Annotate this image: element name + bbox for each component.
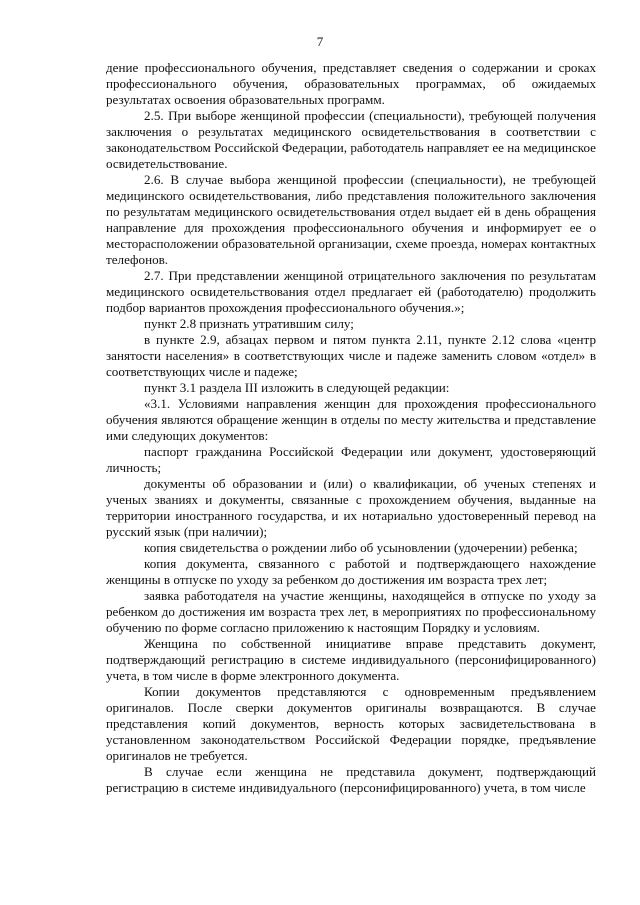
paragraph: Копии документов представляются с одновременным предъявлением оригиналов. После сверки документов оригиналы возвращаются. В случае представления копий документов, верность которых засвидетельствована в установленном законодательством Российской Федерации порядке, предъявление оригиналов не требуется.: [106, 684, 596, 763]
paragraph: документы об образовании и (или) о квалификации, об ученых степенях и ученых званиях и документы, связанные с прохождением обучения, выданные на территории иностранного государства, и их нотариально удостоверенный перевод на русский язык (при наличии);: [106, 476, 596, 539]
paragraph: Женщина по собственной инициативе вправе представить документ, подтверждающий регистрацию в системе индивидуального (персонифицированного) учета, в том числе в форме электронного документа.: [106, 636, 596, 683]
paragraph: 2.7. При представлении женщиной отрицательного заключения по результатам медицинского освидетельствования отдел предлагает ей (работодателю) продолжить подбор вариантов прохождения профессионального обучения.»;: [106, 268, 596, 315]
paragraph: заявка работодателя на участие женщины, находящейся в отпуске по уходу за ребенком до достижения им возраста трех лет, в мероприятиях по профессиональному обучению по форме согласно приложению к настоящим Порядку и условиям.: [106, 588, 596, 635]
paragraph: дение профессионального обучения, представляет сведения о содержании и сроках профессионального обучения, образовательных программах, об ожидаемых результатах освоения образовательных программ.: [106, 60, 596, 107]
paragraph: копия свидетельства о рождении либо об усыновлении (удочерении) ребенка;: [144, 540, 578, 555]
document-body: [106, 60, 596, 796]
paragraph: В случае если женщина не представила документ, подтверждающий регистрацию в системе индивидуального (персонифицированного) учета, в том числе: [106, 764, 596, 795]
paragraph: пункт 3.1 раздела III изложить в следующей редакции:: [144, 380, 450, 395]
paragraph: 2.6. В случае выбора женщиной профессии (специальности), не требующей медицинского освидетельствования, либо представления положительного заключения по результатам медицинского освидетельствования отдел выдает ей в день обращения направление для прохождения профессионального обучения и информирует ее о месторасположении образовательной организации, схеме проезда, номерах контактных телефонов.: [106, 172, 596, 267]
paragraph: «3.1. Условиями направления женщин для прохождения профессионального обучения являются обращение женщин в отделы по месту жительства и представление ими следующих документов:: [106, 396, 596, 443]
paragraph: в пункте 2.9, абзацах первом и пятом пункта 2.11, пункте 2.12 слова «центр занятости населения» в соответствующих числе и падеже заменить словом «отдел» в соответствующих числе и падеже;: [106, 332, 596, 379]
paragraph: паспорт гражданина Российской Федерации или документ, удостоверяющий личность;: [106, 444, 596, 475]
page-number: 7: [316, 34, 324, 49]
paragraph: копия документа, связанного с работой и подтверждающего нахождение женщины в отпуске по уходу за ребенком до достижения им возраста трех лет;: [106, 556, 596, 587]
paragraph: пункт 2.8 признать утратившим силу;: [144, 316, 354, 331]
paragraph: 2.5. При выборе женщиной профессии (специальности), требующей получения заключения о результатах медицинского освидетельствования в соответствии с законодательством Российской Федерации, работодатель направляет ее на медицинское освидетельствование.: [106, 108, 596, 171]
